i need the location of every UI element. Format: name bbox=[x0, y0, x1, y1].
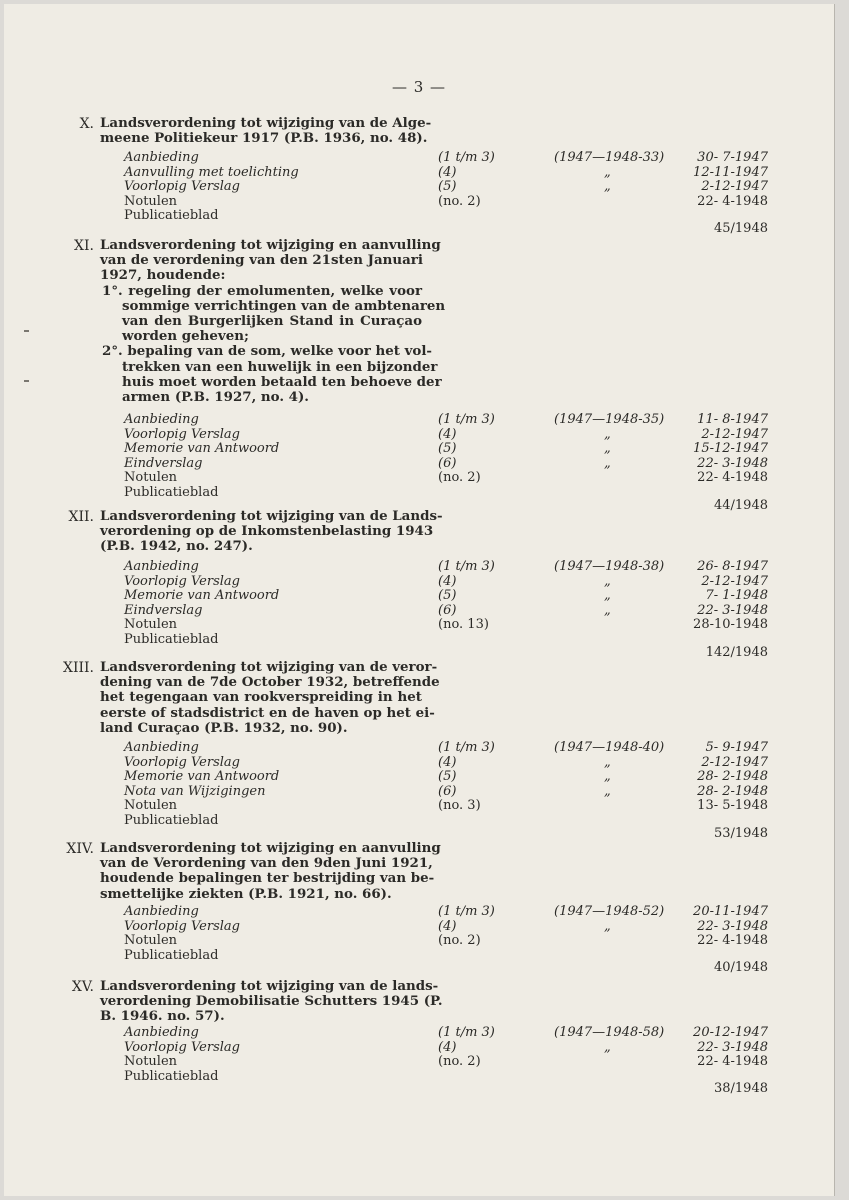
document-row bbox=[4, 427, 834, 442]
title-line: eerste of stadsdistrict en de haven op het ei- bbox=[100, 704, 435, 721]
document-date: 22- 4-1948 bbox=[697, 1054, 768, 1070]
document-series: „ bbox=[604, 179, 611, 195]
document-name: Aanbieding bbox=[124, 904, 199, 919]
section-numeral: XII. bbox=[68, 509, 94, 525]
document-name: Publicatieblad bbox=[124, 1068, 219, 1084]
document-row bbox=[4, 904, 834, 919]
title-line: verordening op de Inkomstenbelasting 1943 bbox=[100, 523, 434, 540]
document-series: „ bbox=[604, 426, 611, 442]
document-name: Voorlopig Verslag bbox=[124, 426, 240, 442]
document-name: Voorlopig Verslag bbox=[124, 179, 240, 195]
document-reference: (1 t/m 3) bbox=[438, 740, 495, 755]
document-reference: (4) bbox=[438, 426, 457, 442]
document-name: Memorie van Antwoord bbox=[124, 588, 280, 604]
document-series: (1947—1948-38) bbox=[554, 559, 665, 574]
section-numeral: XIV. bbox=[66, 841, 94, 857]
page-number: — 3 — bbox=[391, 78, 447, 96]
document-row bbox=[4, 1025, 834, 1040]
title-line: meene Politiekeur 1917 (P.B. 1936, no. 48). bbox=[100, 130, 428, 147]
document-date: 22- 3-1948 bbox=[697, 455, 768, 471]
document-reference: (6) bbox=[438, 783, 457, 799]
document-name: Notulen bbox=[124, 617, 178, 633]
document-name: Aanbieding bbox=[124, 559, 199, 574]
publication-number: 40/1948 bbox=[713, 960, 768, 976]
document-row bbox=[4, 441, 834, 456]
document-series: (1947—1948-35) bbox=[554, 412, 665, 427]
document-reference: (4) bbox=[438, 1039, 457, 1055]
document-date: 2-12-1947 bbox=[701, 179, 768, 195]
document-reference: (4) bbox=[438, 918, 457, 934]
document-series: „ bbox=[604, 588, 611, 604]
document-row bbox=[4, 194, 834, 209]
document-date: 2-12-1947 bbox=[701, 426, 768, 442]
document-row bbox=[4, 948, 834, 963]
document-name: Publicatieblad bbox=[124, 485, 219, 500]
document-series: „ bbox=[604, 164, 611, 180]
document-row bbox=[4, 784, 834, 799]
title-line: Landsverordening tot wijziging en aanvulling bbox=[100, 840, 441, 856]
publication-number: 53/1948 bbox=[713, 825, 768, 841]
section-title bbox=[100, 508, 443, 555]
section-numeral: X. bbox=[79, 116, 94, 132]
document-reference: (no. 2) bbox=[438, 1054, 481, 1070]
margin-mark bbox=[24, 380, 29, 382]
section-title bbox=[100, 115, 432, 147]
title-line: B. 1946. no. 57). bbox=[100, 1008, 225, 1025]
title-line: van de verordening van den 21sten Januari bbox=[100, 252, 423, 269]
document-name: Notulen bbox=[124, 470, 178, 486]
document-name: Eindverslag bbox=[124, 602, 203, 618]
title-line: Landsverordening tot wijziging van de veror- bbox=[100, 659, 438, 675]
document-page bbox=[4, 4, 835, 1196]
publication-number: 45/1948 bbox=[713, 221, 768, 236]
document-date: 22- 4-1948 bbox=[697, 470, 768, 486]
section-title bbox=[100, 237, 441, 284]
document-row bbox=[4, 150, 834, 165]
title-line: Landsverordening tot wijziging van de lands- bbox=[100, 978, 439, 994]
document-row bbox=[4, 813, 834, 828]
document-name: Voorlopig Verslag bbox=[124, 1039, 240, 1055]
document-series: „ bbox=[604, 1039, 611, 1055]
title-line: Landsverordening tot wijziging van de Lands- bbox=[100, 508, 443, 524]
document-date: 20-12-1947 bbox=[693, 1025, 768, 1040]
document-row bbox=[4, 1040, 834, 1055]
document-series: „ bbox=[604, 441, 611, 457]
publication-number: 44/1948 bbox=[713, 497, 768, 513]
margin-mark bbox=[24, 330, 29, 332]
document-row bbox=[4, 798, 834, 813]
document-series: (1947—1948-52) bbox=[554, 904, 665, 919]
document-reference: (no. 2) bbox=[438, 470, 481, 486]
section-title bbox=[100, 840, 441, 902]
document-reference: (4) bbox=[438, 164, 457, 180]
section-numeral: XI. bbox=[74, 238, 94, 254]
sub-item bbox=[102, 282, 446, 345]
document-name: Memorie van Antwoord bbox=[124, 441, 280, 457]
sub-item bbox=[102, 343, 442, 405]
document-reference: (5) bbox=[438, 441, 457, 457]
document-name: Aanbieding bbox=[124, 740, 199, 755]
document-reference: (no. 13) bbox=[438, 617, 489, 633]
document-name: Aanvulling met toelichting bbox=[124, 164, 299, 180]
document-reference: (no. 2) bbox=[438, 933, 481, 949]
document-name: Aanbieding bbox=[124, 412, 199, 427]
document-date: 12-11-1947 bbox=[693, 164, 768, 180]
document-date: 22- 3-1948 bbox=[697, 1039, 768, 1055]
document-row bbox=[4, 412, 834, 427]
document-name: Publicatieblad bbox=[124, 947, 219, 963]
document-reference: (1 t/m 3) bbox=[438, 1025, 495, 1040]
document-row bbox=[4, 165, 834, 180]
document-name: Voorlopig Verslag bbox=[124, 754, 240, 770]
document-date: 30- 7-1947 bbox=[697, 150, 768, 165]
title-line: verordening Demobilisatie Schutters 1945 (P. bbox=[100, 993, 443, 1010]
document-row bbox=[4, 574, 834, 589]
document-row bbox=[4, 603, 834, 618]
document-date: 15-12-1947 bbox=[693, 441, 768, 457]
document-date: 22- 4-1948 bbox=[697, 933, 768, 949]
document-reference: (no. 2) bbox=[438, 193, 481, 209]
document-row bbox=[4, 933, 834, 948]
document-name: Voorlopig Verslag bbox=[124, 573, 240, 589]
document-name: Voorlopig Verslag bbox=[124, 918, 240, 934]
document-series: „ bbox=[604, 754, 611, 770]
document-reference: (1 t/m 3) bbox=[438, 904, 495, 919]
document-date: 7- 1-1948 bbox=[705, 588, 768, 604]
section-numeral: XIII. bbox=[62, 660, 94, 676]
document-reference: (1 t/m 3) bbox=[438, 559, 495, 574]
document-date: 26- 8-1947 bbox=[697, 559, 768, 574]
document-row bbox=[4, 919, 834, 934]
document-reference: (5) bbox=[438, 588, 457, 604]
document-name: Notulen bbox=[124, 798, 178, 814]
sub-item-line: armen (P.B. 1927, no. 4). bbox=[122, 389, 309, 405]
title-line: dening van de 7de October 1932, betreffende bbox=[100, 674, 440, 691]
document-row bbox=[4, 456, 834, 471]
document-name: Aanbieding bbox=[124, 150, 199, 165]
title-line: 1927, houdende: bbox=[100, 267, 226, 284]
document-name: Aanbieding bbox=[124, 1025, 199, 1040]
section-numeral: XV. bbox=[71, 979, 94, 995]
document-reference: (4) bbox=[438, 573, 457, 589]
document-series: „ bbox=[604, 918, 611, 934]
document-reference: (6) bbox=[438, 602, 457, 618]
document-date: 2-12-1947 bbox=[701, 754, 768, 770]
document-row bbox=[4, 1054, 834, 1069]
document-series: „ bbox=[604, 783, 611, 799]
sub-item-line: sommige verrichtingen van de ambtenaren bbox=[122, 297, 446, 314]
publication-number: 38/1948 bbox=[713, 1081, 768, 1097]
document-series: „ bbox=[604, 455, 611, 471]
document-row bbox=[4, 588, 834, 603]
sub-item-line: 2°. bepaling van de som, welke voor het vol- bbox=[102, 343, 432, 360]
title-line: (P.B. 1942, no. 247). bbox=[100, 538, 253, 555]
document-series: „ bbox=[604, 602, 611, 618]
document-row bbox=[4, 740, 834, 755]
document-date: 22- 3-1948 bbox=[697, 918, 768, 934]
title-line: land Curaçao (P.B. 1932, no. 90). bbox=[100, 719, 348, 736]
document-row bbox=[4, 179, 834, 194]
document-date: 13- 5-1948 bbox=[697, 798, 768, 814]
document-reference: (no. 3) bbox=[438, 798, 481, 814]
sub-item-line: huis moet worden betaald ten behoeve der bbox=[122, 373, 442, 390]
document-name: Eindverslag bbox=[124, 455, 203, 471]
publication-number: 142/1948 bbox=[705, 644, 768, 660]
sub-item-line: van den Burgerlijken Stand in Curaçao bbox=[122, 313, 422, 329]
document-name: Nota van Wijzigingen bbox=[124, 783, 266, 799]
document-date: 22- 3-1948 bbox=[697, 602, 768, 618]
document-name: Publicatieblad bbox=[124, 208, 219, 224]
document-name: Notulen bbox=[124, 1054, 178, 1070]
document-row bbox=[4, 470, 834, 485]
document-reference: (5) bbox=[438, 179, 457, 195]
document-row bbox=[4, 1069, 834, 1084]
document-name: Notulen bbox=[124, 933, 178, 949]
document-date: 28-10-1948 bbox=[693, 617, 768, 633]
document-date: 20-11-1947 bbox=[693, 904, 768, 919]
document-date: 28- 2-1948 bbox=[697, 783, 768, 799]
document-row bbox=[4, 208, 834, 223]
title-line: Landsverordening tot wijziging van de Alge- bbox=[100, 115, 432, 131]
document-name: Publicatieblad bbox=[124, 813, 219, 828]
document-row bbox=[4, 617, 834, 632]
document-row bbox=[4, 485, 834, 500]
title-line: smettelijke ziekten (P.B. 1921, no. 66). bbox=[100, 885, 392, 902]
document-row bbox=[4, 559, 834, 574]
document-date: 5- 9-1947 bbox=[705, 740, 768, 755]
document-series: „ bbox=[604, 769, 611, 785]
document-reference: (6) bbox=[438, 455, 457, 471]
document-reference: (1 t/m 3) bbox=[438, 412, 495, 427]
document-series: „ bbox=[604, 573, 611, 589]
document-reference: (5) bbox=[438, 769, 457, 785]
document-date: 28- 2-1948 bbox=[697, 769, 768, 785]
title-line: Landsverordening tot wijziging en aanvulling bbox=[100, 237, 441, 253]
document-reference: (4) bbox=[438, 754, 457, 770]
document-series: (1947—1948-33) bbox=[554, 150, 665, 165]
document-date: 11- 8-1947 bbox=[697, 412, 768, 427]
document-reference: (1 t/m 3) bbox=[438, 150, 495, 165]
document-series: (1947—1948-58) bbox=[554, 1025, 665, 1040]
document-row bbox=[4, 755, 834, 770]
document-name: Notulen bbox=[124, 193, 178, 209]
section-title bbox=[100, 659, 440, 736]
document-date: 2-12-1947 bbox=[701, 573, 768, 589]
document-date: 22- 4-1948 bbox=[697, 193, 768, 209]
sub-item-line: trekken van een huwelijk in een bijzonder bbox=[122, 358, 438, 375]
document-row bbox=[4, 769, 834, 784]
document-name: Memorie van Antwoord bbox=[124, 769, 280, 785]
title-line: houdende bepalingen ter bestrijding van be- bbox=[100, 870, 435, 887]
section-title bbox=[100, 978, 443, 1025]
title-line: het tegengaan van rookverspreiding in het bbox=[100, 689, 422, 706]
sub-item-line: worden geheven; bbox=[122, 328, 249, 345]
document-series: (1947—1948-40) bbox=[554, 740, 665, 755]
document-name: Publicatieblad bbox=[124, 632, 219, 647]
title-line: van de Verordening van den 9den Juni 1921, bbox=[100, 855, 433, 872]
sub-item-line: 1°. regeling der emolumenten, welke voor bbox=[102, 282, 422, 299]
